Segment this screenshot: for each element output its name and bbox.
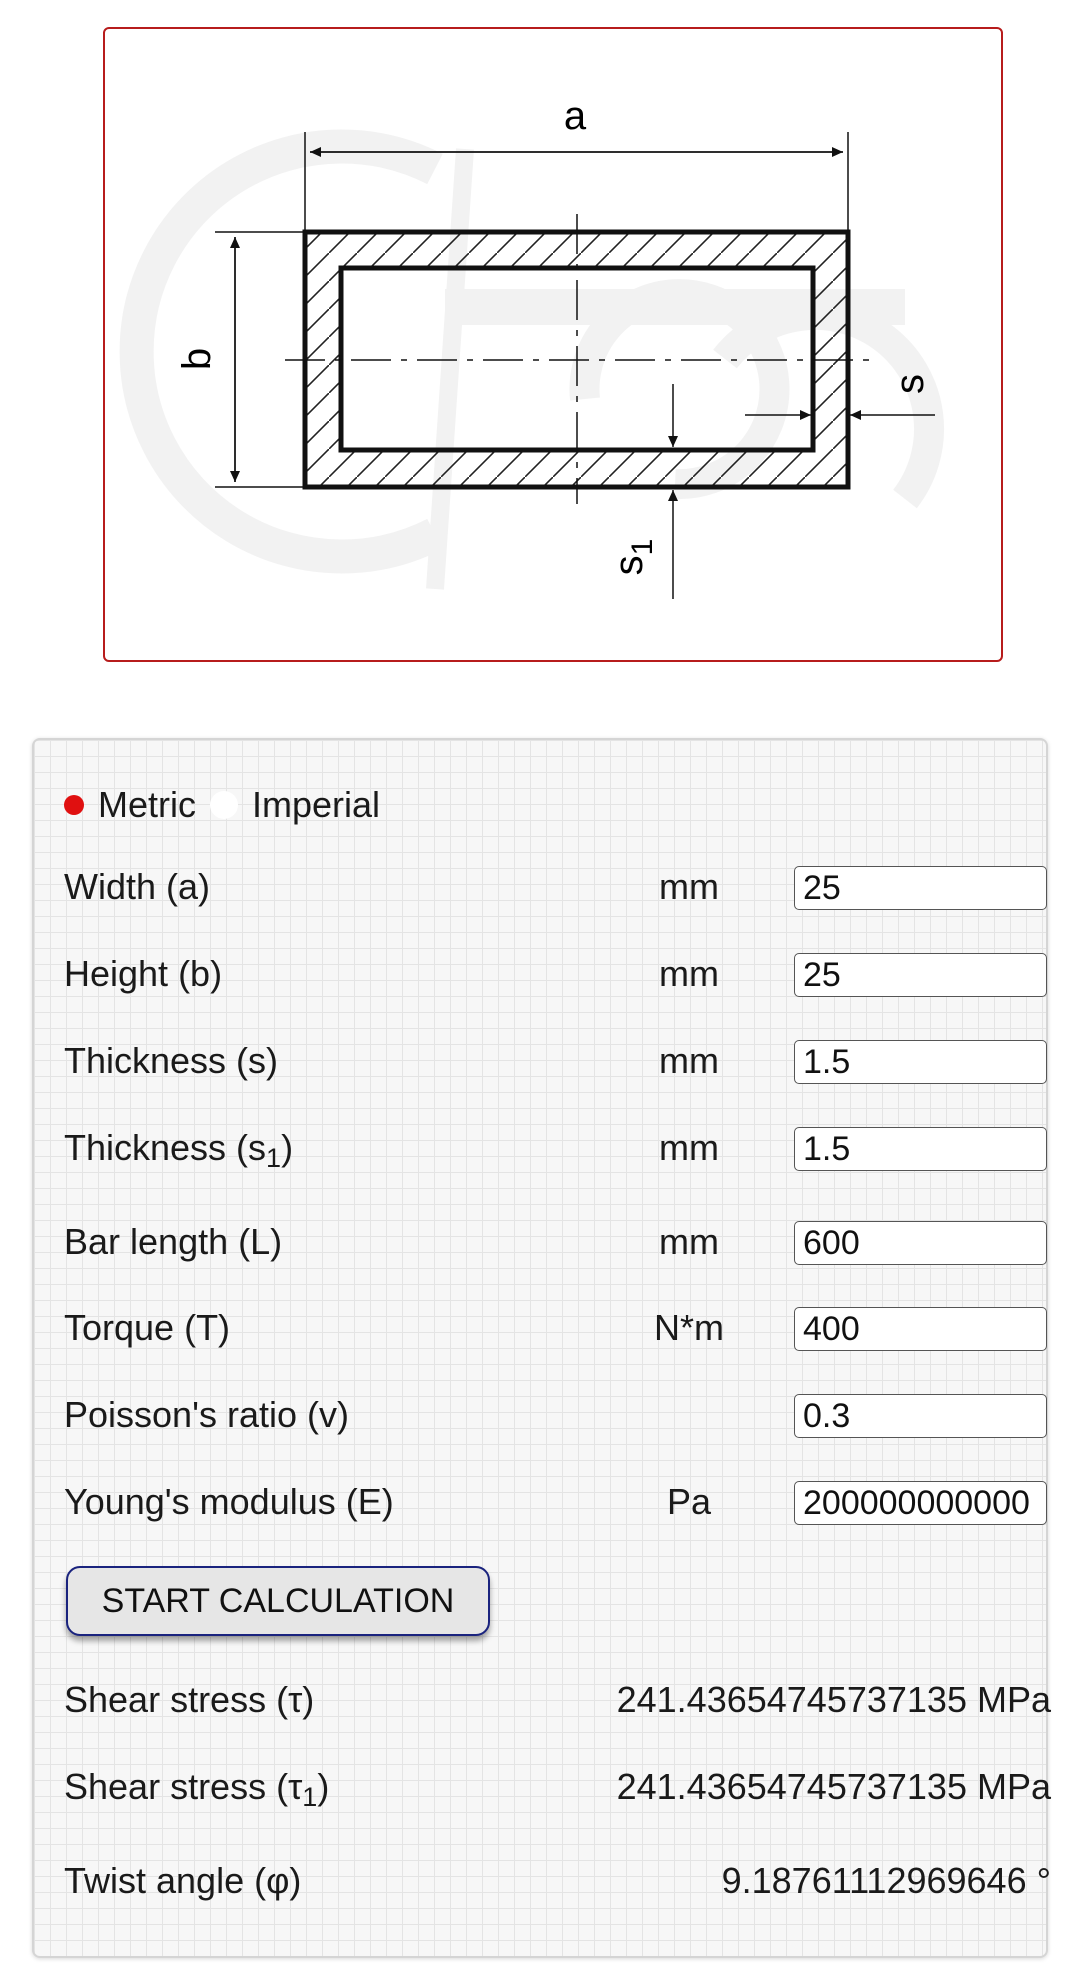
poisson-row <box>64 1390 1044 1440</box>
calculator-panel <box>32 738 1051 1958</box>
bar-length-unit: mm <box>659 1221 719 1262</box>
torque-input[interactable] <box>794 1307 1047 1351</box>
width-unit: mm <box>659 866 719 907</box>
twist-angle-result <box>64 1856 1051 1906</box>
shear-stress-1-result <box>64 1762 1051 1812</box>
bar-length-input[interactable] <box>794 1221 1047 1265</box>
youngs-modulus-label: Young's modulus (E) <box>64 1481 394 1522</box>
dim-label-s: s <box>888 374 932 394</box>
dim-label-s1: $s_1$ <box>607 538 659 576</box>
shear-stress-1-label: Shear stress $(\tau_1)$ <box>64 1766 330 1812</box>
height-row <box>64 949 1044 999</box>
shear-stress-label: Shear stress (τ) <box>64 1679 315 1720</box>
width-label: Width (a) <box>64 866 211 907</box>
youngs-modulus-input[interactable] <box>794 1481 1047 1525</box>
height-input[interactable] <box>794 953 1047 997</box>
dim-label-b: b <box>175 347 219 371</box>
shear-stress-1-value: 241.43654745737135 MPa <box>616 1766 1051 1807</box>
height-unit: mm <box>659 953 719 994</box>
poisson-label: Poisson's ratio (v) <box>64 1394 349 1435</box>
watermark-logo <box>137 147 929 590</box>
twist-angle-value: 9.18761112969646 ° <box>721 1860 1051 1901</box>
shear-stress-value: 241.43654745737135 MPa <box>616 1679 1051 1720</box>
bar-length-label: Bar length (L) <box>64 1221 283 1262</box>
height-label: Height (b) <box>64 953 223 994</box>
thickness-s-row <box>64 1036 1044 1086</box>
width-input[interactable] <box>794 866 1047 910</box>
metric-label[interactable]: Metric <box>98 784 196 825</box>
thickness-s-unit: mm <box>659 1040 719 1081</box>
thickness-s1-input[interactable] <box>794 1127 1047 1171</box>
rectangular-tube-drawing <box>105 29 1005 664</box>
thickness-s-label: Thickness (s) <box>64 1040 279 1081</box>
torque-row <box>64 1303 1044 1353</box>
imperial-radio[interactable] <box>210 791 238 819</box>
twist-angle-label: Twist angle (φ) <box>64 1860 302 1901</box>
cross-section-diagram <box>103 27 1003 662</box>
thickness-s1-label: Thickness $(s_1)$ <box>64 1127 294 1173</box>
youngs-modulus-unit: Pa <box>666 1481 712 1522</box>
unit-system-toggle <box>64 780 394 830</box>
poisson-input[interactable] <box>794 1394 1047 1438</box>
youngs-modulus-row <box>64 1477 1044 1527</box>
torque-unit: N*m <box>654 1307 724 1348</box>
torque-label: Torque (T) <box>64 1307 231 1348</box>
imperial-label[interactable]: Imperial <box>252 784 381 825</box>
shear-stress-result <box>64 1675 1051 1725</box>
start-calculation-button[interactable]: START CALCULATION <box>66 1566 490 1636</box>
bar-length-row <box>64 1217 1044 1267</box>
width-row <box>64 862 1044 912</box>
thickness-s-input[interactable] <box>794 1040 1047 1084</box>
thickness-s1-row <box>64 1123 1044 1173</box>
thickness-s1-unit: mm <box>659 1127 719 1168</box>
metric-radio[interactable] <box>64 795 84 815</box>
dim-label-a: a <box>563 94 587 138</box>
